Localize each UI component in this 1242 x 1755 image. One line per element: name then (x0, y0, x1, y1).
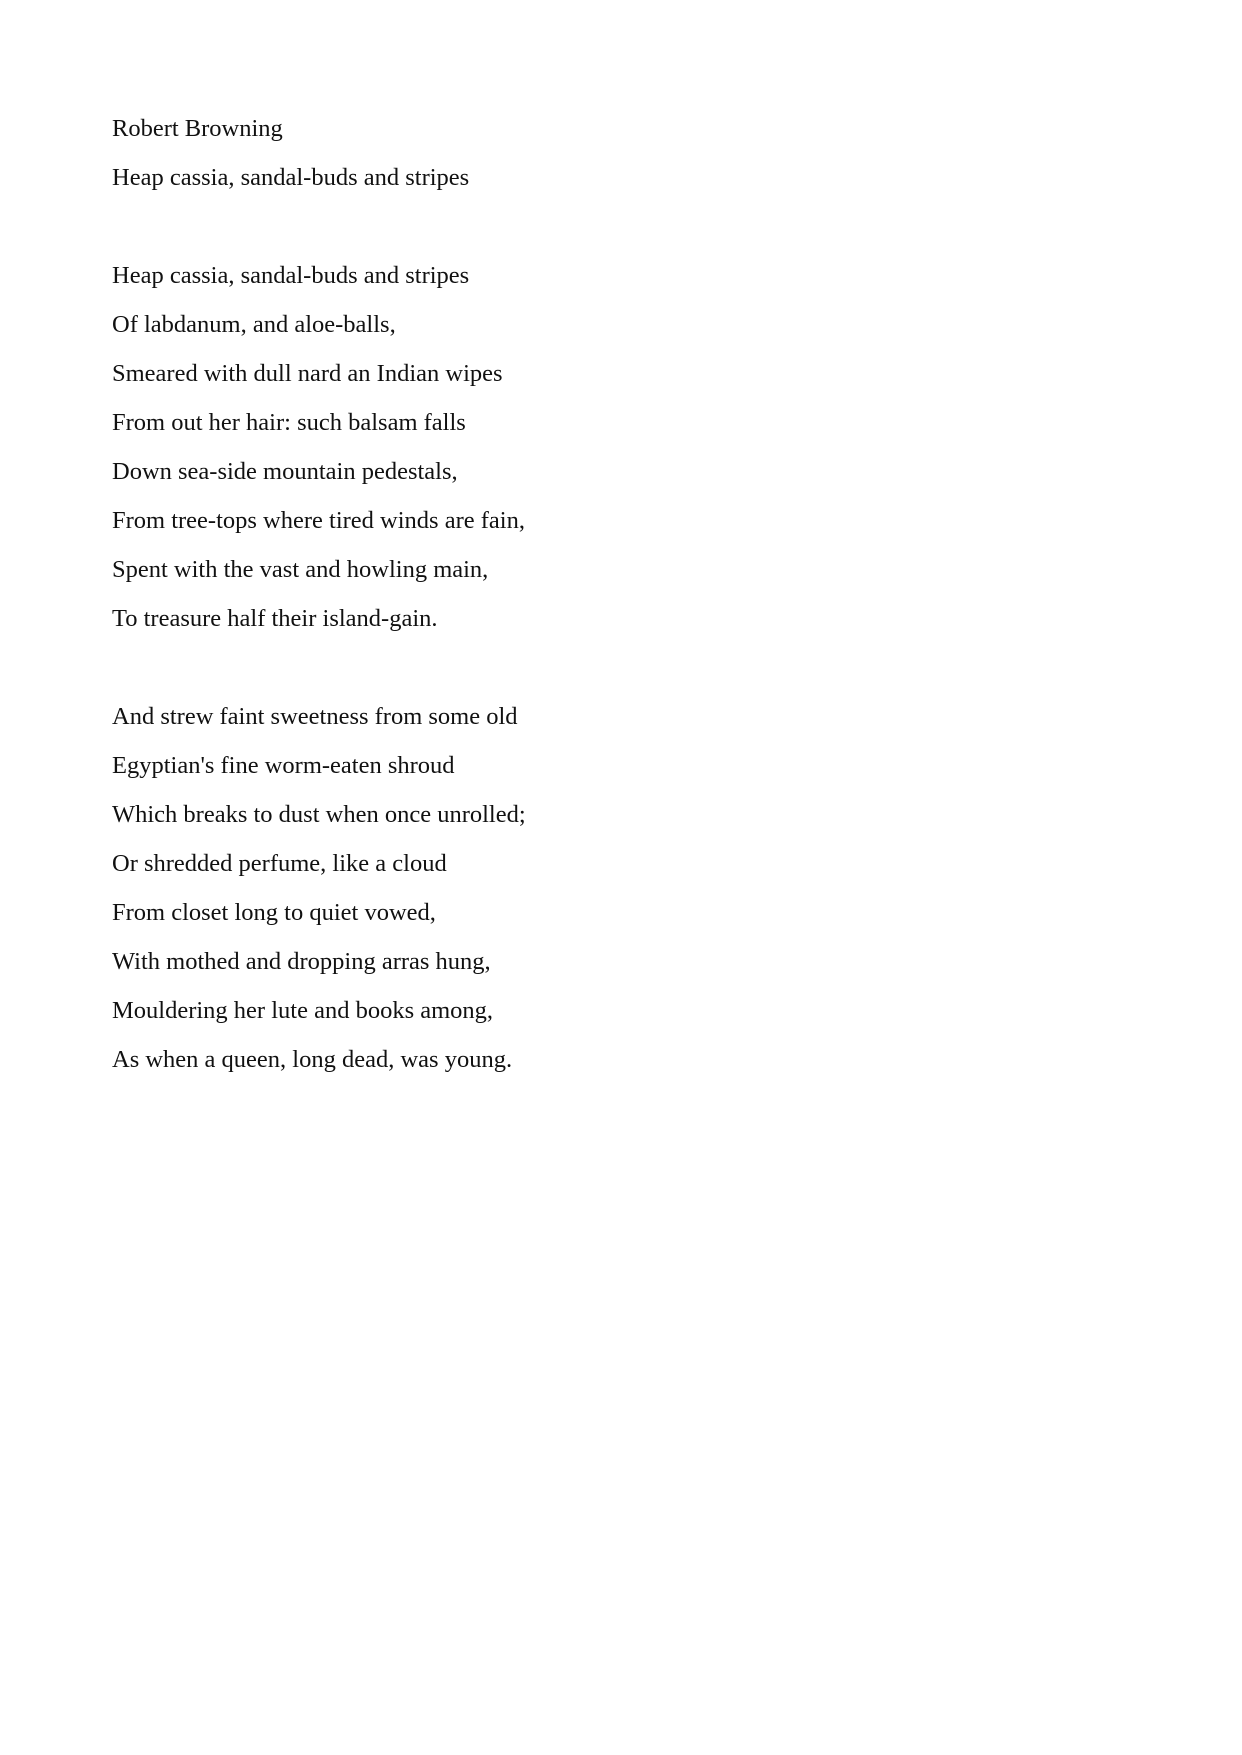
poem-line: To treasure half their island-gain. (112, 605, 438, 632)
author-name: Robert Browning (112, 115, 283, 142)
poem-line: Down sea-side mountain pedestals, (112, 458, 458, 485)
stanza-1 (112, 251, 1112, 643)
poem-content (112, 104, 1112, 1084)
poem-line: With mothed and dropping arras hung, (112, 948, 491, 975)
poem-line: Of labdanum, and aloe-balls, (112, 311, 396, 338)
stanza-gap (112, 202, 1112, 251)
poem-line: Which breaks to dust when once unrolled; (112, 801, 526, 828)
poem-line: From closet long to quiet vowed, (112, 899, 436, 926)
poem-line: From out her hair: such balsam falls (112, 409, 466, 436)
stanza-gap (112, 643, 1112, 692)
poem-line: And strew faint sweetness from some old (112, 703, 518, 730)
poem-line: From tree-tops where tired winds are fain, (112, 507, 525, 534)
poem-line: Mouldering her lute and books among, (112, 997, 494, 1024)
poem-title: Heap cassia, sandal-buds and stripes (112, 164, 470, 191)
poem-line: As when a queen, long dead, was young. (112, 1046, 513, 1073)
poem-line: Or shredded perfume, like a cloud (112, 850, 447, 877)
poem-line: Heap cassia, sandal-buds and stripes (112, 262, 470, 289)
poem-line: Smeared with dull nard an Indian wipes (112, 360, 503, 387)
poem-line: Egyptian's fine worm-eaten shroud (112, 752, 455, 779)
stanza-2 (112, 692, 1112, 1084)
poem-line: Spent with the vast and howling main, (112, 556, 489, 583)
